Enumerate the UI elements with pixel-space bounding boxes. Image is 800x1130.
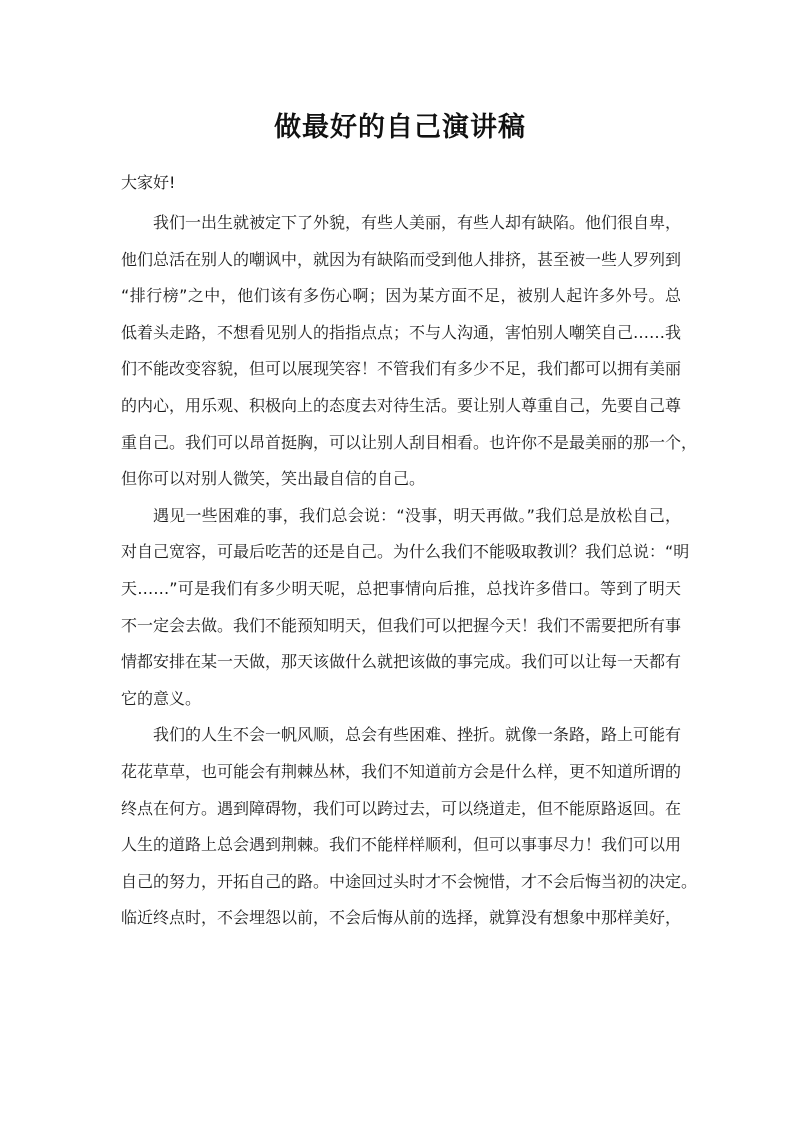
text-line: 但你可以对别人微笑，笑出最自信的自己。 (121, 469, 426, 489)
text-line: 对自己宽容，可最后吃苦的还是自己。为什么我们不能吸取教训？我们总说：“明 (121, 542, 690, 562)
text-line: 天……”可是我们有多少明天呢，总把事情向后推，总找许多借口。等到了明天 (121, 578, 681, 598)
paragraph (121, 205, 698, 498)
body-text (121, 205, 698, 937)
text-line: 遇见一些困难的事，我们总会说：“没事，明天再做。”我们总是放松自己， (153, 505, 681, 525)
text-line: 花花草草，也可能会有荆棘丛林，我们不知道前方会是什么样，更不知道所谓的 (121, 761, 682, 781)
text-line: 它的意义。 (121, 688, 202, 708)
text-line: 的内心，用乐观、积极向上的态度去对待生活。要让别人尊重自己，先要自己尊 (121, 395, 682, 415)
text-line: 人生的道路上总会遇到荆棘。我们不能样样顺利，但可以事事尽力！我们可以用 (121, 835, 682, 855)
text-line: 我们一出生就被定下了外貌，有些人美丽，有些人却有缺陷。他们很自卑， (153, 213, 682, 232)
text-line: 不一定会去做。我们不能预知明天，但我们可以把握今天！我们不需要把所有事 (121, 615, 682, 635)
page-title: 做最好的自己演讲稿 (274, 112, 526, 143)
greeting: 大家好! (121, 173, 176, 192)
text-line: 情都安排在某一天做，那天该做什么就把该做的事完成。我们可以让每一天都有 (121, 652, 682, 672)
text-line: 临近终点时，不会埋怨以前，不会后悔从前的选择，就算没有想象中那样美好， (121, 908, 682, 928)
text-line: 我们的人生不会一帆风顺，总会有些困难、挫折。就像一条路，路上可能有 (153, 725, 682, 745)
text-line: 终点在何方。遇到障碍物，我们可以跨过去，可以绕道走，但不能原路返回。在 (121, 798, 682, 818)
text-line: 们不能改变容貌，但可以展现笑容！不管我们有多少不足，我们都可以拥有美丽 (121, 359, 682, 379)
text-line: 重自己。我们可以昂首挺胸，可以让别人刮目相看。也许你不是最美丽的那一个， (121, 432, 698, 452)
text-line: “排行榜”之中，他们该有多伤心啊；因为某方面不足，被别人起许多外号。总 (121, 286, 681, 306)
paragraph (121, 717, 698, 937)
text-line: 低着头走路，不想看见别人的指指点点；不与人沟通，害怕别人嘲笑自己……我 (121, 322, 682, 342)
text-line: 他们总活在别人的嘲讽中，就因为有缺陷而受到他人排挤，甚至被一些人罗列到 (121, 249, 682, 269)
paragraph (121, 498, 690, 718)
text-line: 自己的努力，开拓自己的路。中途回过头时才不会惋惜，才不会后悔当初的决定。 (121, 871, 698, 891)
